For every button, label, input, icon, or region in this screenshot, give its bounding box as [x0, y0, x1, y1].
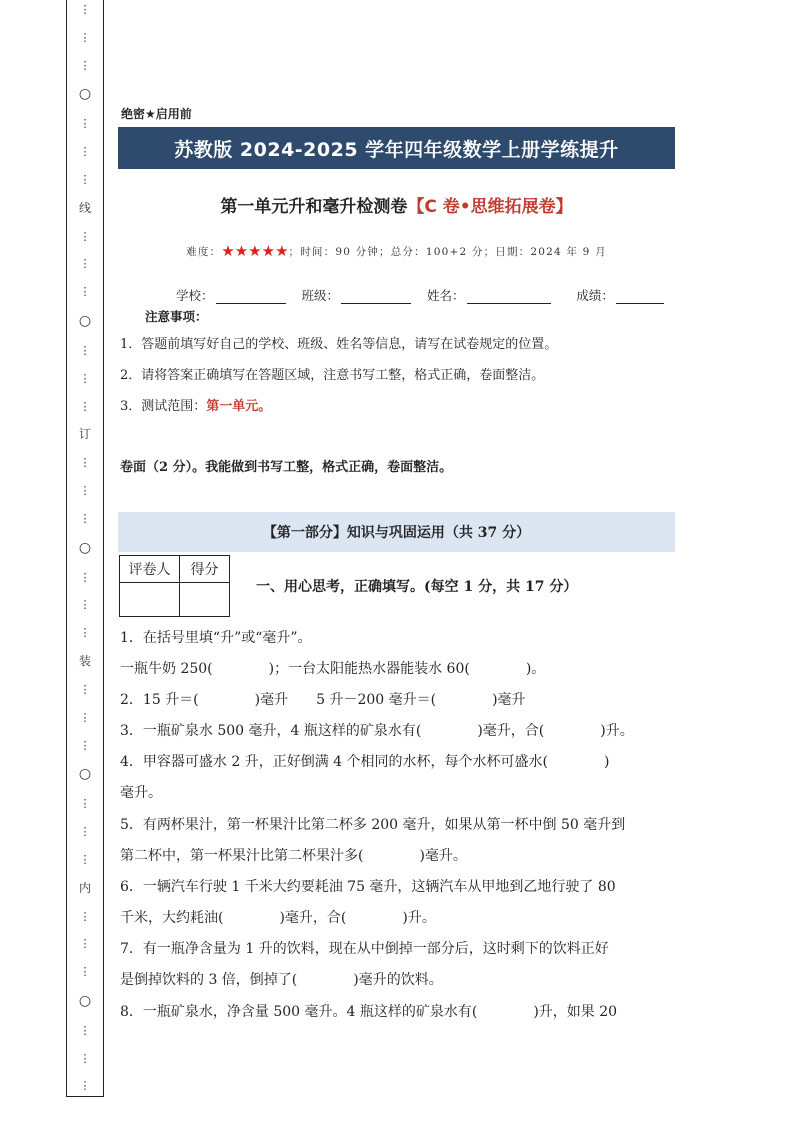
question-2: 2．15 升＝( )毫升 5 升－200 毫升＝( )毫升 [120, 692, 526, 708]
question-5-cont: 第二杯中，第一杯果汁比第二杯果汁多( )毫升。 [120, 848, 467, 864]
difficulty-stars-icon: ★★★★★ [221, 242, 289, 260]
binding-circle: ○ [78, 86, 92, 103]
grader-table [119, 555, 230, 617]
subtitle-tag: 【C 卷•思维拓展卷】 [407, 197, 573, 217]
binding-word-line: 线 [78, 200, 91, 215]
question-6: 6．一辆汽车行驶 1 千米大约要耗油 75 毫升，这辆汽车从甲地到乙地行驶了 80 [120, 879, 616, 895]
class-field[interactable]: 班级： [302, 286, 428, 304]
name-field[interactable]: 姓名： [427, 286, 576, 304]
section-one-title: 一、用心思考，正确填写。(每空 1 分，共 17 分） [256, 579, 578, 595]
grader-cell[interactable] [120, 583, 180, 617]
meta-details: ；时间：90 分钟；总分：100+2 分；日期：2024 年 9 月 [288, 246, 607, 258]
binding-circle: ○ [78, 313, 92, 330]
difficulty-label: 难度： [186, 246, 222, 258]
score-field[interactable]: 成绩： [576, 286, 676, 304]
school-field[interactable]: 学校： [176, 286, 302, 304]
question-7-cont: 是倒掉饮料的 3 倍，倒掉了( )毫升的饮料。 [120, 972, 443, 988]
question-5: 5．有两杯果汁，第一杯果汁比第二杯多 200 毫升，如果从第一杯中倒 50 毫升到 [120, 817, 626, 833]
score-cell[interactable] [180, 583, 230, 617]
binding-word-bind: 装 [78, 654, 91, 669]
binding-margin [66, 0, 104, 1097]
question-7: 7．有一瓶净含量为 1 升的饮料，现在从中倒掉一部分后，这时剩下的饮料正好 [120, 941, 609, 957]
question-4-cont: 毫升。 [120, 785, 162, 801]
title-banner: 苏教版 2024-2025 学年四年级数学上册学练提升 [118, 127, 675, 169]
binding-circle: ○ [78, 539, 92, 556]
part-one-header: 【第一部分】知识与巩固运用（共 37 分） [118, 512, 675, 552]
binding-circle: ○ [78, 766, 92, 783]
binding-word-order: 订 [78, 427, 91, 442]
note-2: 2．请将答案正确填写在答题区域，注意书写工整，格式正确，卷面整洁。 [120, 368, 545, 383]
notes-title: 注意事项： [145, 309, 208, 324]
grader-header: 评卷人 [120, 556, 180, 583]
binding-circle: ○ [78, 992, 92, 1009]
note-3: 3．测试范围：第一单元。 [120, 399, 272, 414]
note-1: 1．答题前填写好自己的学校、班级、姓名等信息，请写在试卷规定的位置。 [120, 337, 558, 352]
question-1: 1．在括号里填“升”或“毫升”。 [120, 630, 312, 646]
exam-subtitle [118, 192, 675, 217]
neatness-note: 卷面（2 分）。我能做到书写工整，格式正确，卷面整洁。 [120, 460, 453, 475]
student-info-row [176, 286, 676, 304]
binding-dotted-column: ⋮ ⋮ ⋮ ○ ⋮ ⋮ ⋮ 线 ⋮ ⋮ ⋮ ○ ⋮ ⋮ ⋮ 订 ⋮ ⋮ ⋮ ○ ⋮ ⋮ ⋮ 装 ⋮ ⋮ ⋮ ○ ⋮ ⋮ ⋮ 内 ⋮ ⋮ ⋮ ○ ⋮ ⋮ ⋮ [78, 3, 92, 1093]
binding-word-inside: 内 [78, 880, 91, 895]
exam-meta [118, 242, 675, 260]
subtitle-main: 第一单元升和毫升检测卷 [220, 197, 408, 217]
question-4: 4．甲容器可盛水 2 升，正好倒满 4 个相同的水杯，每个水杯可盛水( ) [120, 754, 610, 770]
question-8: 8．一瓶矿泉水，净含量 500 毫升。4 瓶这样的矿泉水有( )升，如果 20 [120, 1004, 618, 1020]
question-6-cont: 千米，大约耗油( )毫升，合( )升。 [120, 910, 436, 926]
question-1-line: 一瓶牛奶 250( )；一台太阳能热水器能装水 60( )。 [120, 661, 546, 677]
confidential-label: 绝密★启用前 [121, 107, 192, 121]
score-header: 得分 [180, 556, 230, 583]
question-3: 3．一瓶矿泉水 500 毫升，4 瓶这样的矿泉水有( )毫升，合( )升。 [120, 723, 634, 739]
